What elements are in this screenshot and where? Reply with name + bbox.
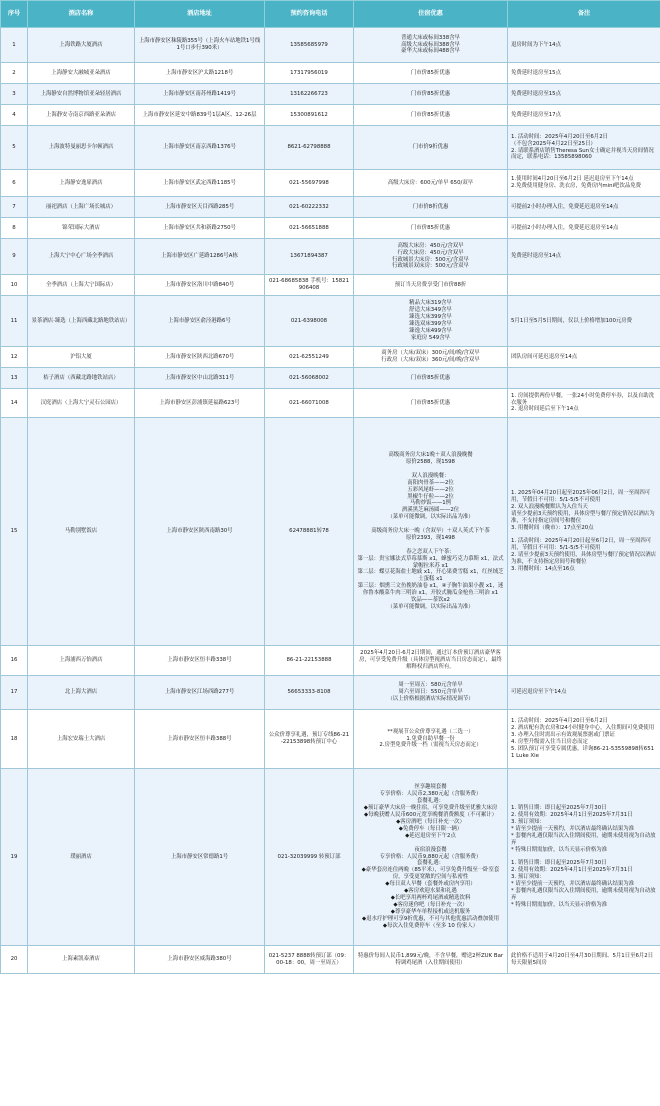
hotel-offer-line: 行政城景双床房：500元/含双早 (392, 263, 469, 270)
hotel-address: 上海市静安区彭浦镇延福路623号 (135, 389, 265, 418)
hotel-offer-line: 1.免费自助早餐一份 (406, 735, 455, 742)
hotel-note-line: 3. 用餐时间（晚市）：17点至20点 (511, 524, 594, 531)
hotel-address: 上海市静安区陕西南路30号 (135, 418, 265, 646)
hotel-note-line: 2. 使用有效期：2025年4月1日至2025年7月31日 (511, 867, 633, 874)
hotel-address: 上海市静安区延安中路839号1层A区、12-26层 (135, 105, 265, 126)
hotel-note-line: 免费延时退房至15点 (511, 69, 561, 76)
hotel-phone: 56653333-8108 (265, 676, 354, 710)
hotel-offer (354, 28, 508, 63)
hotel-note (508, 63, 660, 84)
row-number: 4 (1, 105, 28, 126)
hotel-phone: 15300891612 (265, 105, 354, 126)
hotel-offer-line: 门市价85折优惠 (410, 69, 451, 76)
hotel-name: 沪铝大厦 (28, 347, 135, 368)
hotel-offer-line: ◆客房迷你吧（每日补充一次） (393, 901, 468, 908)
row-number: 3 (1, 84, 28, 105)
hotel-offer-line: 臻选双床399含早 (409, 321, 452, 327)
hotel-note-line: 2. 请联系酒店销售Theresa Sun女士确定并视当天房间情况而定，联系电话：13585898060 (511, 147, 654, 161)
row-number: 11 (1, 296, 28, 347)
hotel-phone: 86-21-22153888 (265, 646, 354, 676)
hotel-offer-line: 高级大床或标间388含早 (401, 41, 460, 48)
hotel-note-line: 5月1日至5月5日期间，仅以上价格增加100元房费 (511, 317, 633, 324)
hotel-offer (354, 710, 508, 769)
hotel-address: 上海市静安区天目西路285号 (135, 197, 265, 218)
hotel-note-line: 1. 活动时间：2025年4月20日至6月2日 (511, 133, 609, 140)
hotel-note-line: 2. 酒店配有洗衣房和24小时健身中心，入住期间可免费使用 (511, 725, 655, 732)
hotel-name: 璞丽酒店 (28, 769, 135, 946)
hotel-offer-line: 门市价9折优惠 (412, 144, 449, 151)
hotel-offer-line: 2.房型免费升级一档（需视当天房态而定） (379, 742, 482, 749)
table-row (1, 368, 660, 389)
hotel-offer (354, 418, 508, 646)
hotel-offer-line: 精品大床319含早 (409, 300, 452, 307)
hotel-note-line: 2.免费使用健身房、洗衣房，免费房内mini吧饮品免费 (511, 183, 642, 189)
table-row (1, 347, 660, 368)
hotel-offer-line: 门市价85折优惠 (410, 399, 451, 406)
hotel-offer (354, 347, 508, 368)
hotel-offer (354, 275, 508, 296)
hotel-note-line: 3. 预订须知： (511, 874, 545, 881)
hotel-offer-line: 酒溪黑芝麻汤圆——2位 (401, 507, 460, 514)
hotel-offer-line: ◆客房酒吧（每日补充一次） (396, 819, 465, 826)
row-number: 15 (1, 418, 28, 646)
hotel-name: 上海静安自然博物馆亚朵轻居酒店 (28, 84, 135, 105)
hotel-offer-line: 夜宿浪漫套餐 (414, 846, 447, 853)
table-row (1, 418, 660, 646)
hotel-offer (354, 368, 508, 389)
hotel-note (508, 84, 660, 105)
hotel-offer-line: 原价2588，现1598 (405, 458, 455, 465)
hotel-offer-line: 饮品——茶饮x2 (411, 597, 450, 604)
hotel-offer (354, 646, 508, 676)
hotel-offer-line: ◆每晚获赠人民币600元宽享晚餐消费额度（不可累计） (363, 812, 498, 819)
hotel-note (508, 646, 660, 676)
hotel-address: 上海市静安区广延路1286号A栋 (135, 239, 265, 275)
hotel-note (508, 126, 660, 170)
hotel-address: 上海市静安区共和新路2750号 (135, 218, 265, 239)
hotel-note-line (511, 375, 657, 382)
hotel-note (508, 418, 660, 646)
hotel-offer-line: ◆长吧享用两杯鸡尾酒或精选饮料 (390, 894, 471, 901)
row-number: 9 (1, 239, 28, 275)
hotel-offer-line (357, 521, 504, 528)
hotel-offer-line: 春之恋双人下午茶： (406, 548, 455, 555)
hotel-phone: 021-6398008 (265, 296, 354, 347)
hotel-offer (354, 239, 508, 275)
hotel-name: 全季酒店（上海大宁国际店） (28, 275, 135, 296)
hotel-offer-line: ◆客房欢迎水果和礼遇 (404, 888, 457, 895)
hotel-offer-line: 五彩风尾虾——2位 (407, 486, 454, 493)
hotel-offer (354, 218, 508, 239)
hotel-offer-line: 高级大床房：450元/含双早 (397, 242, 464, 249)
hotel-offer-line: 豪华大床或标间488含早 (401, 48, 460, 55)
hotel-address: 上海市静安区南京西路1376号 (135, 126, 265, 170)
hotel-offer-line: 门市价8折优惠 (412, 203, 449, 210)
hotel-note (508, 676, 660, 710)
hotel-note-line: 1. 2025年04月20日起至2025年06月2日，周一至周四可用，节假日不可用：5/1-5/5不可使用 (511, 490, 651, 503)
table-row (1, 105, 660, 126)
header-name: 酒店名称 (28, 1, 135, 28)
hotel-offer-line: 门市价85折优惠 (410, 111, 451, 118)
table-row (1, 946, 660, 974)
hotel-note (508, 296, 660, 347)
hotel-phone: 021-5237 8888转预订部（09：00-18：00，周一至周五） (265, 946, 354, 974)
hotel-offer-line: 高级商务房大床一晚（含双早）＋双人英式下午茶 (371, 528, 490, 535)
hotel-offer-line: 专享价格：人民币2,380元起（含服务费） (379, 791, 482, 798)
hotel-offer-line: 黑椒牛仔粒——2位 (407, 493, 454, 500)
hotel-name: 马勒别墅饭店 (28, 418, 135, 646)
hotel-name: 北上海大酒店 (28, 676, 135, 710)
hotel-offer (354, 389, 508, 418)
hotel-note-line: 1. 销售日期：即日起至2025年7月30日 (511, 860, 607, 867)
hotel-phone: 021-56068002 (265, 368, 354, 389)
hotel-offer-line: 套餐礼遇： (417, 860, 444, 867)
hotel-address: 上海市静安区恒丰路338号 (135, 646, 265, 676)
row-number: 13 (1, 368, 28, 389)
hotel-offer-line: ◆预订豪华大床房一晚住宿，可享免费升级至优雅大床房 (363, 805, 498, 812)
hotel-offer-line: 2025年4月20日-6月2日期间，通过订本价预订酒店豪华客房，可享受免费升级（具体房型视酒店当日房态而定），最终解释权归酒店所有。 (359, 650, 502, 670)
hotel-address: 上海市静安区俞泾港路6号 (135, 296, 265, 347)
hotel-offer-line: 丝享趣境套餐 (414, 784, 447, 791)
hotel-note-line: 1. 销售日期：即日起至2025年7月30日 (511, 805, 607, 812)
hotel-note (508, 347, 660, 368)
row-number: 6 (1, 170, 28, 197)
hotel-offer-line: ◆退水疗护理可享9折优惠，不可与其他优惠活动叠加使用 (362, 915, 499, 922)
hotel-note (508, 239, 660, 275)
hotel-offer (354, 296, 508, 347)
hotel-phone: 13671894387 (265, 239, 354, 275)
table-row (1, 710, 660, 769)
hotel-offer-line: 特惠价每间人民币1,899元/晚，不含早餐，赠送2杯ZUK Bar特调鸡尾酒（入住期间使用） (357, 952, 504, 966)
row-number: 5 (1, 126, 28, 170)
hotel-note-line: 退房时间为下午14点 (511, 41, 561, 48)
hotel-phone: 公众价尊享礼遇，预订专线86-21-22153898转预订中心 (265, 710, 354, 769)
hotel-phone: 021-55697998 (265, 170, 354, 197)
hotel-name: 上海铁路大厦酒店 (28, 28, 135, 63)
hotel-address: 上海市静安区洛川中路840号 (135, 275, 265, 296)
hotel-offer-line: ◆每日双人早餐（套餐外或房内享用） (385, 881, 476, 888)
hotel-offer (354, 946, 508, 974)
table-row (1, 197, 660, 218)
hotel-offer (354, 769, 508, 946)
row-number: 20 (1, 946, 28, 974)
hotel-name: 上海大宁中心广场全季酒店 (28, 239, 135, 275)
hotel-phone: 8621-62798888 (265, 126, 354, 170)
row-number: 12 (1, 347, 28, 368)
hotel-address: 上海市静安区秣陵路355号（上海火车站地铁1号线1号口步行390米） (135, 28, 265, 63)
hotel-offer-line: 行政大床房：450元/含双早 (397, 249, 464, 256)
hotel-offer-line: 第一层：贵宝娜法式草莓慕斯 x1，蜂蜜巧克力慕斯 x1，法式蒙帽拉米苏 x1 (357, 555, 504, 569)
header-phone: 预约咨询电话 (265, 1, 354, 28)
hotel-note-line (511, 657, 657, 664)
table-row (1, 646, 660, 676)
hotel-offer-line: ◆尊享豪华车单程接机或送机服务 (390, 908, 471, 915)
hotel-phone: 62478881转78 (265, 418, 354, 646)
table-row (1, 275, 660, 296)
hotel-name: 桔子酒店（西藏北路地铁站店） (28, 368, 135, 389)
hotel-offer-line: 马勒炒饭——1例 (409, 500, 452, 507)
hotel-offer-line: 预订当天房费享受门市价88折 (394, 281, 467, 288)
hotel-offer-line: 双人浪漫晚餐： (411, 472, 450, 479)
hotel-name: 丽祀酒店（上海广场长城店） (28, 197, 135, 218)
hotel-note-line: 可提前2小时办理入住，免费延迟退房至14点 (511, 203, 619, 210)
hotel-offer-line: （以上价格根据酒店实际情况调节） (387, 695, 474, 702)
hotel-offer-line: 行政城景大床房：500元/含双早 (392, 256, 469, 263)
hotel-address: 上海市静安区江场西路277号 (135, 676, 265, 710)
row-number: 14 (1, 389, 28, 418)
hotel-offer-line: （菜单可能微调，以实际出品为准） (387, 604, 474, 611)
hotel-offer-line: 舒适大床349含早 (409, 307, 452, 314)
hotel-address: 上海市静安区常德路1号 (135, 769, 265, 946)
hotel-offer-line: 周六至周日：550元含单早 (398, 689, 463, 696)
hotel-offer-line: 专享价格：人民币9,880元起（含服务费） (379, 853, 482, 860)
hotel-note-line: 3. 预订须知： (511, 819, 545, 826)
hotel-offer-line: 第二层：蝶豆花海盐士地戚 x1，开心果费雪糕 x1，红丝绒芝士蛋糕 x1 (357, 569, 504, 583)
hotel-offer-line: ◆豪华套房连住两晚（85平米），可享免费升级至一卧室套房，享受更宽敞的空间与私密性 (361, 867, 500, 881)
hotel-note-line: （不包含2025年4月22日至25日） (511, 140, 596, 147)
hotel-phone: 13585685979 (265, 28, 354, 63)
hotel-note (508, 197, 660, 218)
hotel-offer (354, 84, 508, 105)
table-row (1, 676, 660, 710)
hotel-note-line: 1. 活动时间：2025年4月20日至6月2日 (511, 718, 609, 725)
hotel-note (508, 105, 660, 126)
hotel-note (508, 710, 660, 769)
hotel-note-line: * 请至少提前一天预约，并以酒店最终确认结果为准 (511, 881, 635, 888)
hotel-note-line: 1. 活动时间：2025年4月20日起至6月2日，周一至周四可用，节假日不可用：5/1-5/5不可使用 (511, 538, 652, 552)
header-address: 酒店地址 (135, 1, 265, 28)
hotel-offer-line: 门市价85折优惠 (410, 224, 451, 231)
hotel-phone: 021-60222332 (265, 197, 354, 218)
hotel-name: 上海宏安瑞士大酒店 (28, 710, 135, 769)
table-row (1, 84, 660, 105)
table-row (1, 239, 660, 275)
row-number: 7 (1, 197, 28, 218)
hotel-note (508, 28, 660, 63)
table-row (1, 389, 660, 418)
hotel-name: 上海静安逸扉酒店 (28, 170, 135, 197)
row-number: 8 (1, 218, 28, 239)
header-no: 序号 (1, 1, 28, 28)
table-row (1, 170, 660, 197)
hotel-offer-line: 商务房（大床/双床）300元/间/晚/含双早 (381, 350, 480, 357)
hotel-note-line: 此价格不适用于4月20日至4月30日期间、5月1日至6月2日每天限量5间房 (511, 952, 654, 966)
hotel-name: 上海素凯泰酒店 (28, 946, 135, 974)
hotel-offer-line: 高级大床房：600元/单早 650/双早 (387, 179, 474, 186)
hotel-name: 上海静安大融城亚朵酒店 (28, 63, 135, 84)
hotel-offer-line: 套餐礼遇： (417, 798, 444, 805)
hotel-name: 上海波特曼丽思卡尔顿酒店 (28, 126, 135, 170)
hotel-phone: 13162266723 (265, 84, 354, 105)
hotel-note-line: 请至少提前3天预约使用，具体房型与餐厅预定情况以酒店为准，不支持指定房间号和餐位 (511, 510, 655, 524)
hotel-note-line: * 套餐内礼遇仅限当次入住期间使用，逾期未使用视为自动放弃 (511, 832, 656, 846)
hotel-note-line: 3. 办理入住时需出示有效观展票据或门票证 (511, 732, 615, 739)
header-offer: 住宿优惠 (354, 1, 508, 28)
hotel-note (508, 389, 660, 418)
row-number: 2 (1, 63, 28, 84)
hotel-offer-line: 原价2393，现1498 (405, 534, 455, 541)
hotel-note (508, 368, 660, 389)
hotel-name: 上海静安寺南京西路亚朵酒店 (28, 105, 135, 126)
row-number: 16 (1, 646, 28, 676)
hotel-note-line: 免费延时退房至17点 (511, 111, 561, 118)
hotel-note (508, 275, 660, 296)
hotel-note-line: * 套餐内礼遇仅限当次入住期间使用，逾期未使用视为自动放弃 (511, 888, 656, 901)
table-row (1, 28, 660, 63)
hotel-note (508, 218, 660, 239)
hotel-offer-line: ◆每次入住免费停车（至多 10 份家人） (382, 922, 479, 929)
hotel-address: 上海市静安区恒丰路388号 (135, 710, 265, 769)
hotel-offer-line: 门市价85折优惠 (410, 374, 451, 381)
hotel-address: 上海市静安区武定西路1185号 (135, 170, 265, 197)
hotel-note (508, 946, 660, 974)
hotel-note (508, 170, 660, 197)
hotel-note-line: 2. 请至少提前3天预约使用，具体房型与餐厅预定情况以酒店为准，不支持指定房间号和餐位 (511, 552, 657, 566)
hotel-phone: 021-66071008 (265, 389, 354, 418)
hotel-name: 景茶酒店·臻选（上海西藏北路地铁站店） (28, 296, 135, 347)
row-number: 17 (1, 676, 28, 710)
hotel-address: 上海市静安区南苏州路1419号 (135, 84, 265, 105)
header-row (1, 1, 660, 28)
hotel-offer-line: ◆延迟退房至下午2点 (405, 832, 456, 839)
row-number: 1 (1, 28, 28, 63)
row-number: 18 (1, 710, 28, 769)
hotel-note-line: * 请至少提前一天预约，并以酒店最终确认结果为准 (511, 825, 635, 832)
hotel-note-line: 可延迟退房至下午14点 (511, 689, 567, 696)
row-number: 10 (1, 275, 28, 296)
table-row (1, 63, 660, 84)
hotel-offer-line (357, 840, 504, 847)
hotel-offer (354, 105, 508, 126)
hotel-offer-line: 臻选大床399含早 (409, 314, 452, 321)
hotel-offer (354, 170, 508, 197)
hotel-address: 上海市静安区威海路380号 (135, 946, 265, 974)
hotel-address: 上海市静安区中山北路311号 (135, 368, 265, 389)
hotel-offer-line: 家庭房 549含早 (411, 334, 450, 341)
hotel-offer (354, 676, 508, 710)
hotel-offer-line: （菜单可能微调，以实际出品为准） (387, 514, 474, 521)
hotel-address: 上海市静安区陕西北路670号 (135, 347, 265, 368)
hotel-offer-line: **观展节公众价尊享礼遇（二选一） (387, 728, 474, 735)
table-row (1, 296, 660, 347)
hotel-phone: 17317956019 (265, 63, 354, 84)
hotel-phone: 021-32039999 转预订部 (265, 769, 354, 946)
hotel-offer-line: 周一至周五：580元含单早 (398, 682, 463, 689)
hotel-note-line: 3. 用餐时间：14点至16点 (511, 566, 575, 573)
hotel-note-line: 5. 团队预订可享受专属优惠，详询86-21-53559898转6511 Luke Xie (511, 745, 655, 759)
hotel-phone: 021-62551249 (265, 347, 354, 368)
hotel-note-line: 团队房间可延迟退房至14点 (511, 353, 578, 360)
hotel-offer-line: ◆免费停车（每日限一辆） (398, 825, 463, 832)
hotel-offer-line: 南阳肉骨茶——2位 (407, 479, 454, 486)
row-number: 19 (1, 769, 28, 946)
hotel-note-line: * 特殊日期需加价，以当天显示价格为准 (511, 846, 608, 853)
table-row (1, 218, 660, 239)
hotel-offer (354, 63, 508, 84)
hotel-offer-line: 第三层：烟熏三文鱼挽奶油卷 x1，④子胸牛油果小靓 x1，迷你鲁本酸菜牛肉三明治 x1，开胶式腌瓜金枪鱼三明治 x1 (357, 583, 504, 597)
hotel-note (508, 769, 660, 946)
hotel-phone: 021-68685838 手机号：15821906408 (265, 275, 354, 296)
header-note: 备注 (508, 1, 660, 28)
hotel-note-line (511, 282, 657, 289)
hotel-offer (354, 197, 508, 218)
hotel-offer-line: 臻逸大床499含早 (409, 327, 452, 334)
hotel-phone: 021-56651888 (265, 218, 354, 239)
hotel-note-line: 2. 退房时间延后至下午14点 (511, 406, 579, 413)
hotel-note-line: 可提前2小时办理入住，免费延迟退房至14点 (511, 224, 619, 231)
hotel-address: 上海市静安区沪太路1218号 (135, 63, 265, 84)
hotel-offer-line (357, 542, 504, 549)
table-row (1, 769, 660, 946)
hotel-offer-line: 普通大床或标间338含早 (401, 34, 460, 41)
hotel-note-line: 免费延时退房至14点 (511, 253, 561, 260)
hotel-name: 上海浦西万怡酒店 (28, 646, 135, 676)
hotel-offer-line: 高级商务房大床1晚＋双人浪漫晚餐 (388, 452, 473, 459)
hotel-offer (354, 126, 508, 170)
hotel-name: 汉庭酒店（上海大宁灵石公园店） (28, 389, 135, 418)
hotel-note-line: 1. 房间提供两份早餐，一张24小时免费停车券，以及自助洗衣服务 (511, 392, 655, 406)
hotel-note-line: 4. 房型升级需入住当日房态而定 (511, 739, 588, 745)
hotel-offer-line (357, 466, 504, 473)
hotel-note-line: 2. 使用有效期：2025年4月1日至2025年7月31日 (511, 812, 633, 819)
table-row (1, 126, 660, 170)
hotel-name: 锦荣国际大酒店 (28, 218, 135, 239)
hotel-note-line: 免费延时退房至15点 (511, 90, 561, 97)
hotel-offer-line: 门市价85折优惠 (410, 90, 451, 97)
hotel-note-line: 1.使用时间4月20日至6月2日 延迟退房至下午14点 (511, 176, 634, 183)
hotel-note-line: 2. 双人浪漫晚餐默认为入住当天 (511, 503, 588, 510)
hotel-note-line: * 特殊日期需加价，以当天显示价格为准 (511, 901, 608, 908)
hotel-offer-line: 行政房（大床/双床）360元/间/晚/含双早 (381, 357, 480, 363)
